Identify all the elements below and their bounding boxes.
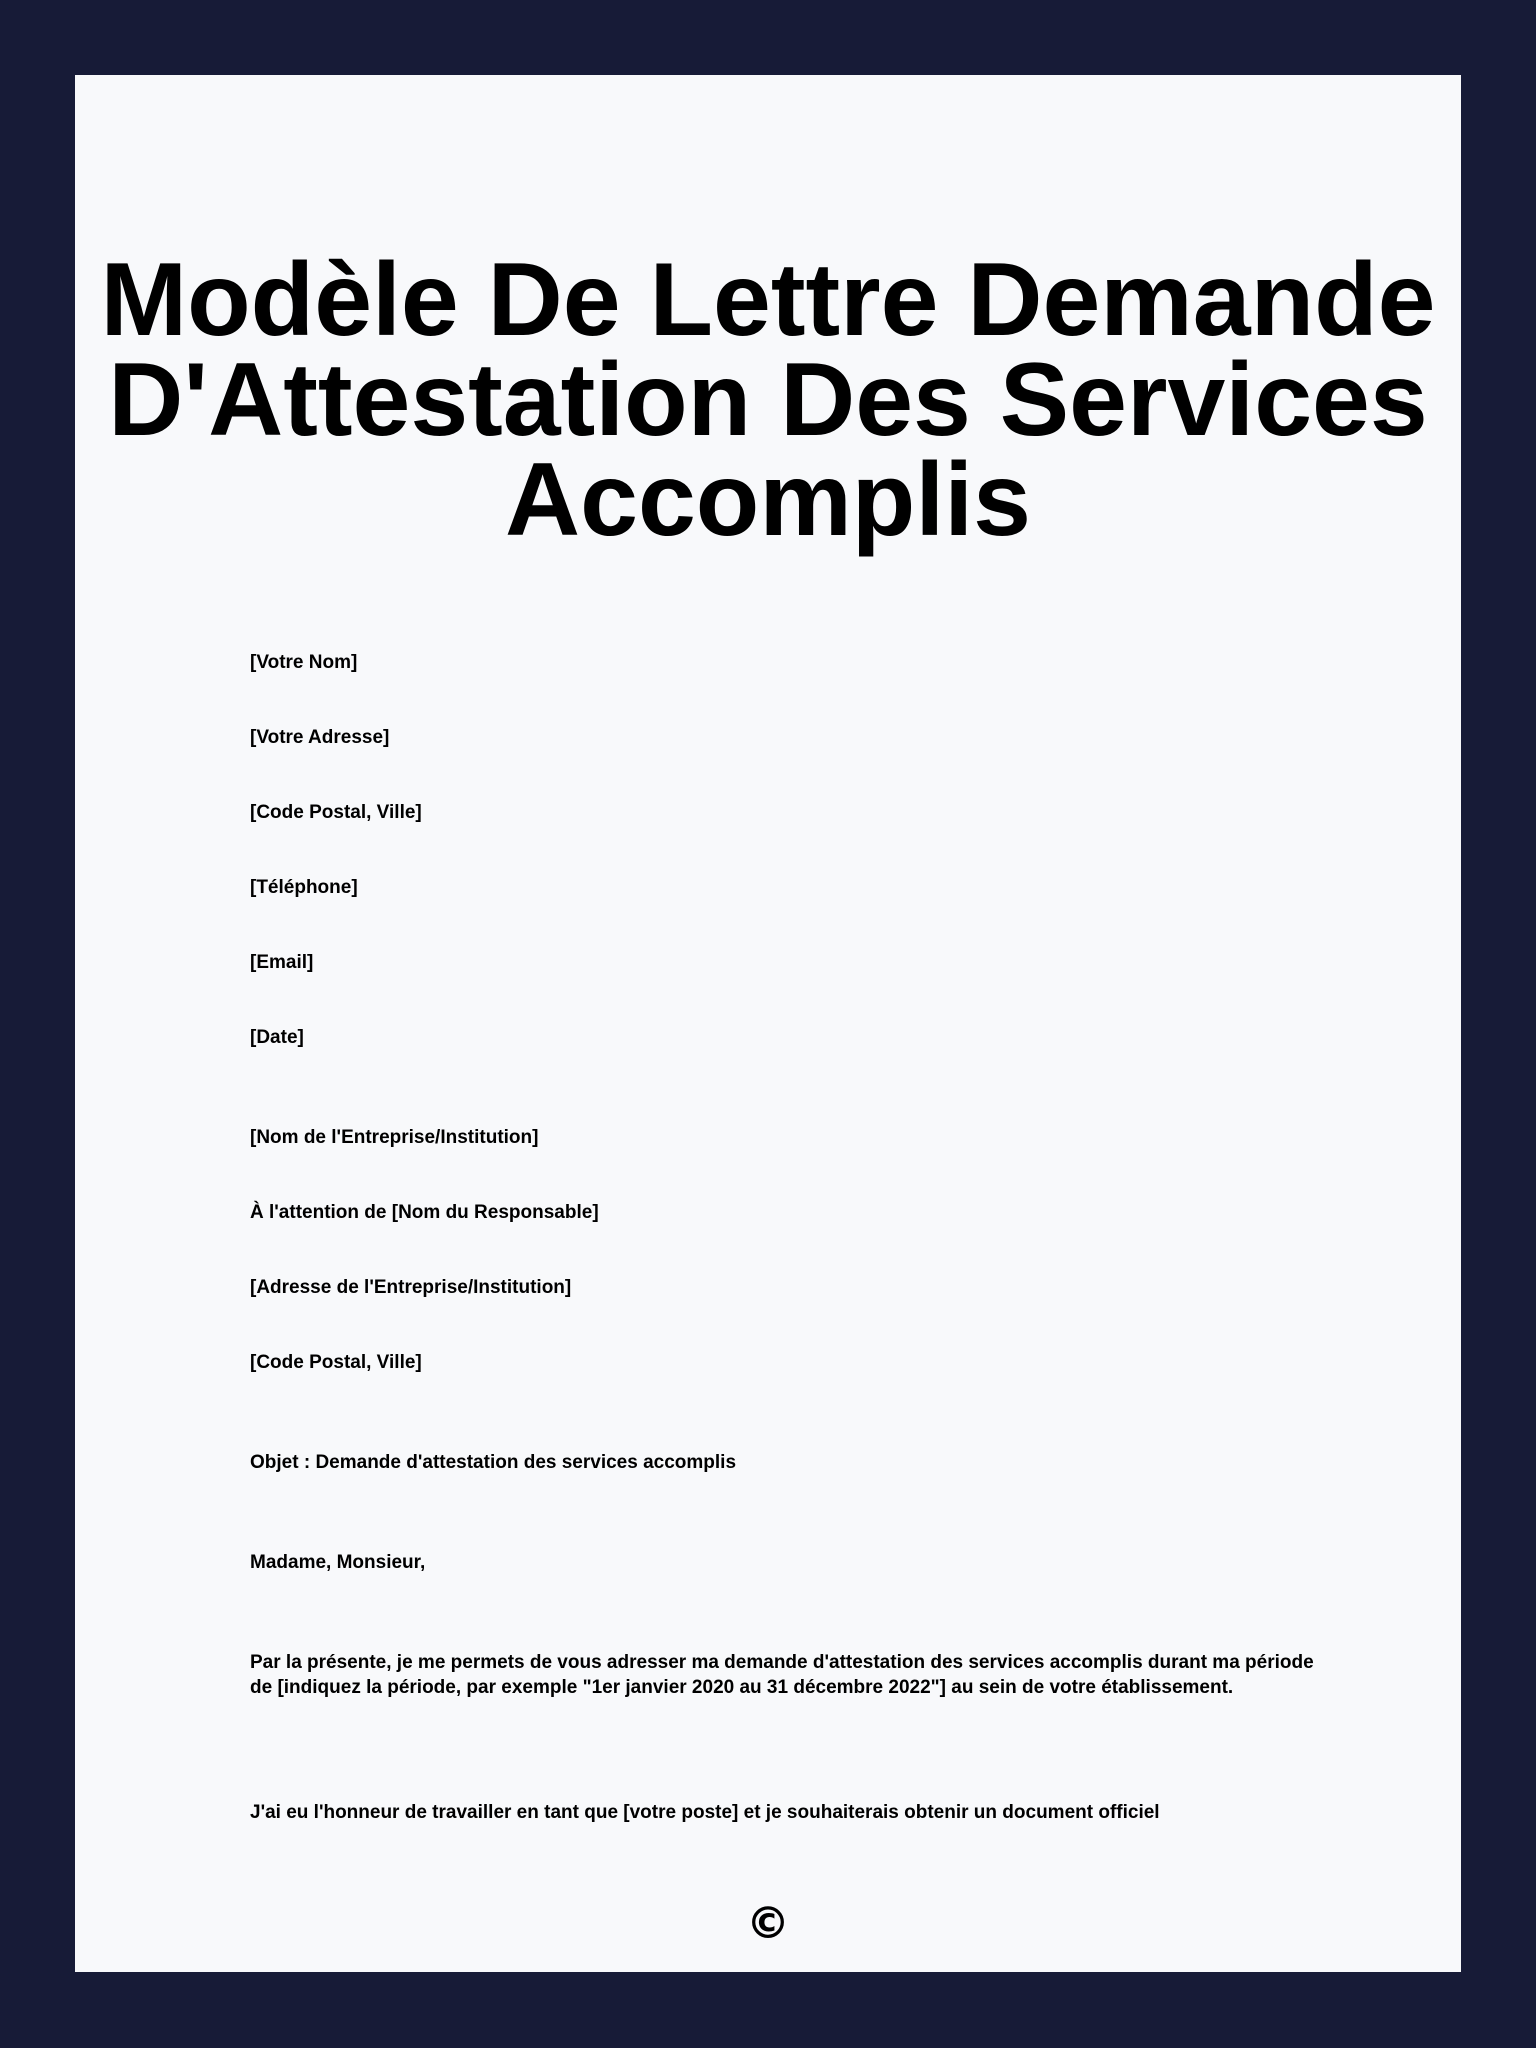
letter-salutation: Madame, Monsieur,	[250, 1552, 426, 1573]
title-line-1: Modèle De Lettre Demande	[100, 242, 1436, 358]
recipient-address: [Adresse de l'Entreprise/Institution]	[250, 1277, 572, 1298]
document-title	[75, 242, 1461, 558]
sender-phone: [Téléphone]	[250, 877, 358, 898]
title-line-3: Accomplis	[505, 442, 1031, 558]
sender-postal-city: [Code Postal, Ville]	[250, 802, 422, 823]
sender-name: [Votre Nom]	[250, 652, 358, 673]
recipient-company: [Nom de l'Entreprise/Institution]	[250, 1127, 539, 1148]
recipient-attention: À l'attention de [Nom du Responsable]	[250, 1202, 599, 1223]
document-page	[75, 75, 1461, 1972]
sender-email: [Email]	[250, 952, 314, 973]
letter-date: [Date]	[250, 1027, 304, 1048]
letter-paragraph-2: J'ai eu l'honneur de travailler en tant que [votre poste] et je souhaiterais obtenir un document officiel	[250, 1802, 1160, 1823]
copyright-symbol: ©	[746, 1898, 790, 1949]
recipient-postal-city: [Code Postal, Ville]	[250, 1352, 422, 1373]
letter-subject: Objet : Demande d'attestation des services accomplis	[250, 1452, 737, 1473]
sender-address: [Votre Adresse]	[250, 727, 390, 748]
letter-paragraph-1: Par la présente, je me permets de vous adresser ma demande d'attestation des services accomplis durant ma période de [indiquez la période, par exemple "1er janvier 2020 au 31 décembre 2022"] au sein de votre établissement.	[250, 1652, 1314, 1698]
title-line-2: D'Attestation Des Services	[108, 342, 1428, 458]
